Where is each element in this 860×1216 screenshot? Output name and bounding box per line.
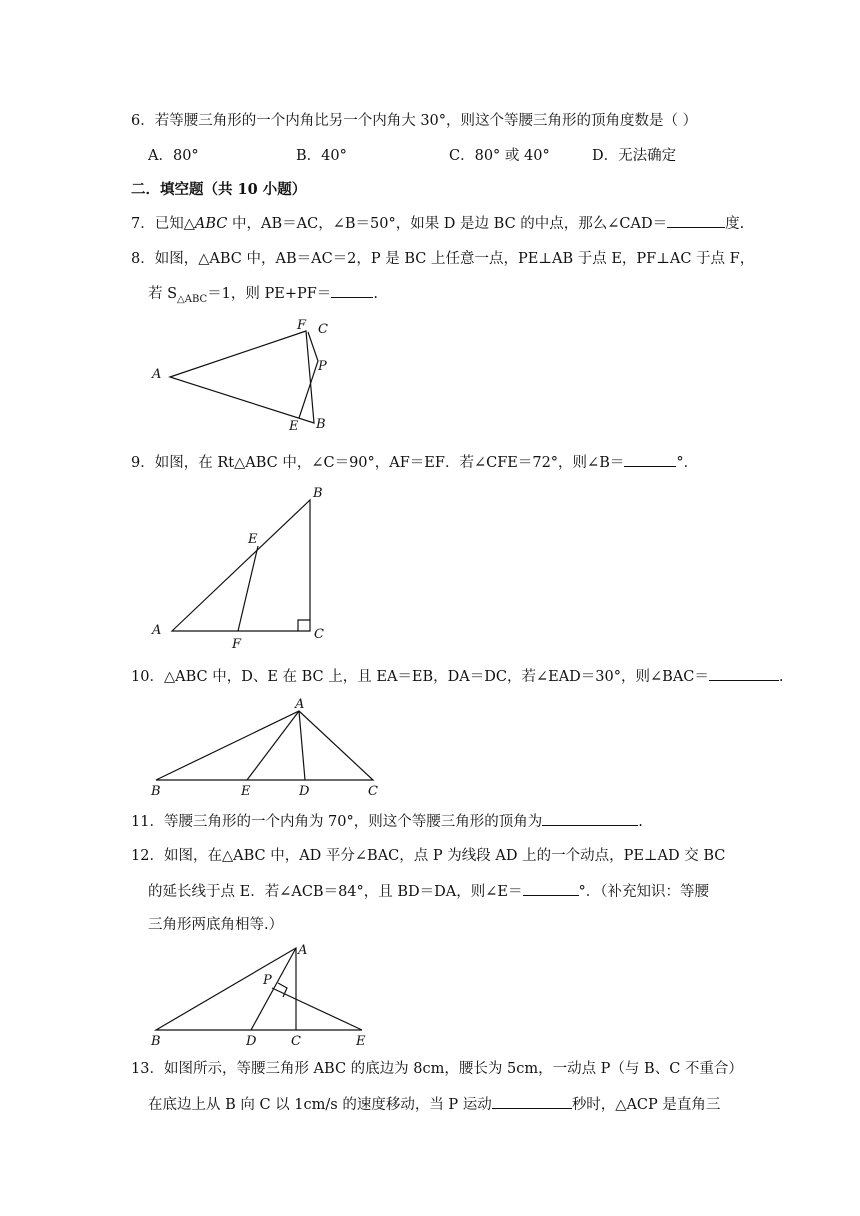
q9-label-e: E	[248, 532, 258, 547]
q13-line2	[148, 1094, 720, 1115]
q8-label-e: E	[289, 419, 299, 434]
q10-label-c: C	[368, 784, 378, 799]
q7-rest: AB＝AC，∠B＝50°，如果 D 是边 BC 的中点，那么∠CAD＝	[261, 216, 668, 232]
q8-label-f: F	[297, 318, 307, 333]
q6-text: 6．若等腰三角形的一个内角比另一个内角大 30°，则这个等腰三角形的顶角度数是（ ）	[131, 113, 698, 129]
q6-option-c: C．80° 或 40°	[449, 148, 550, 164]
q11-suffix: .	[638, 814, 643, 830]
q8-line2-sub: △ABC	[177, 293, 208, 305]
q8-label-c: C	[318, 322, 328, 337]
q8-label-a: A	[152, 367, 162, 382]
q6-option-b: B．40°	[296, 148, 347, 164]
q13-line1: 13．如图所示，等腰三角形 ABC 的底边为 8cm，腰长为 5cm，一动点 P（与 B、C 不重合）	[131, 1061, 743, 1077]
q7-text-a: 7．已知△	[131, 216, 195, 232]
q9-label-b: B	[313, 486, 323, 501]
q13-line2-b: 秒时，△ACP 是直角三	[571, 1097, 721, 1113]
q12-label-p: P	[263, 973, 272, 988]
q13-answer-blank[interactable]	[492, 1094, 572, 1109]
q12-label-e: E	[356, 1034, 366, 1049]
section-title: 二．填空题（共 10 小题）	[131, 181, 307, 198]
q12-line2-a: 的延长线于点 E．若∠ACB＝84°，且 BD＝DA，则∠E＝	[148, 884, 523, 900]
q13-line2-a: 在底边上从 B 向 C 以 1cm/s 的速度移动，当 P 运动	[148, 1097, 492, 1113]
q10-label-a: A	[295, 697, 305, 712]
q8-line2-b: ＝1，则 PE+PF＝	[207, 286, 332, 302]
q8-label-b: B	[316, 417, 326, 432]
q9-label-a: A	[152, 623, 162, 638]
q10-label-b: B	[151, 784, 161, 799]
q7-suffix: 度.	[725, 216, 745, 232]
q9-text-main: 9．如图，在 Rt△ABC 中，∠C＝90°，AF＝EF．若∠CFE＝72°，则∠B＝	[131, 455, 625, 471]
q8-line1: 8．如图，△ABC 中，AB＝AC＝2，P 是 BC 上任意一点，PE⊥AB 于点 E，PF⊥AC 于点 F，	[131, 251, 755, 267]
q10-label-e: E	[241, 784, 251, 799]
q6-option-d: D．无法确定	[592, 148, 677, 164]
q12-label-d: D	[246, 1034, 257, 1049]
q6-option-a: A．80°	[148, 148, 199, 164]
q8-line2-a: 若 S	[148, 286, 178, 302]
q9-suffix: °．	[676, 455, 699, 471]
q12-segment-pe	[272, 988, 362, 1030]
q8-line2-end: .	[373, 286, 378, 302]
q7-text-b: 中，	[227, 216, 261, 232]
q9-label-f: F	[232, 637, 242, 652]
q12-line1: 12．如图，在△ABC 中，AD 平分∠BAC，点 P 为线段 AD 上的一个动点，PE⊥AD 交 BC	[131, 848, 726, 864]
q12-label-a: A	[298, 943, 308, 958]
q7-abc: ABC	[194, 216, 228, 232]
q8-label-p: P	[318, 359, 327, 374]
q12-line3: 三角形两底角相等.）	[148, 917, 284, 933]
q12-label-c: C	[291, 1034, 301, 1049]
q10-suffix: .	[778, 669, 784, 685]
q10-label-d: D	[299, 784, 310, 799]
q12-line2-b: °．（补充知识：等腰	[578, 884, 709, 900]
q10-text-main: 10．△ABC 中，D、E 在 BC 上，且 EA＝EB，DA＝DC，若∠EAD＝30°，则∠BAC＝	[131, 669, 709, 685]
q11-text-main: 11．等腰三角形的一个内角为 70°，则这个等腰三角形的顶角为	[131, 814, 543, 830]
q9-label-c: C	[314, 627, 324, 642]
q12-label-b: B	[151, 1034, 161, 1049]
